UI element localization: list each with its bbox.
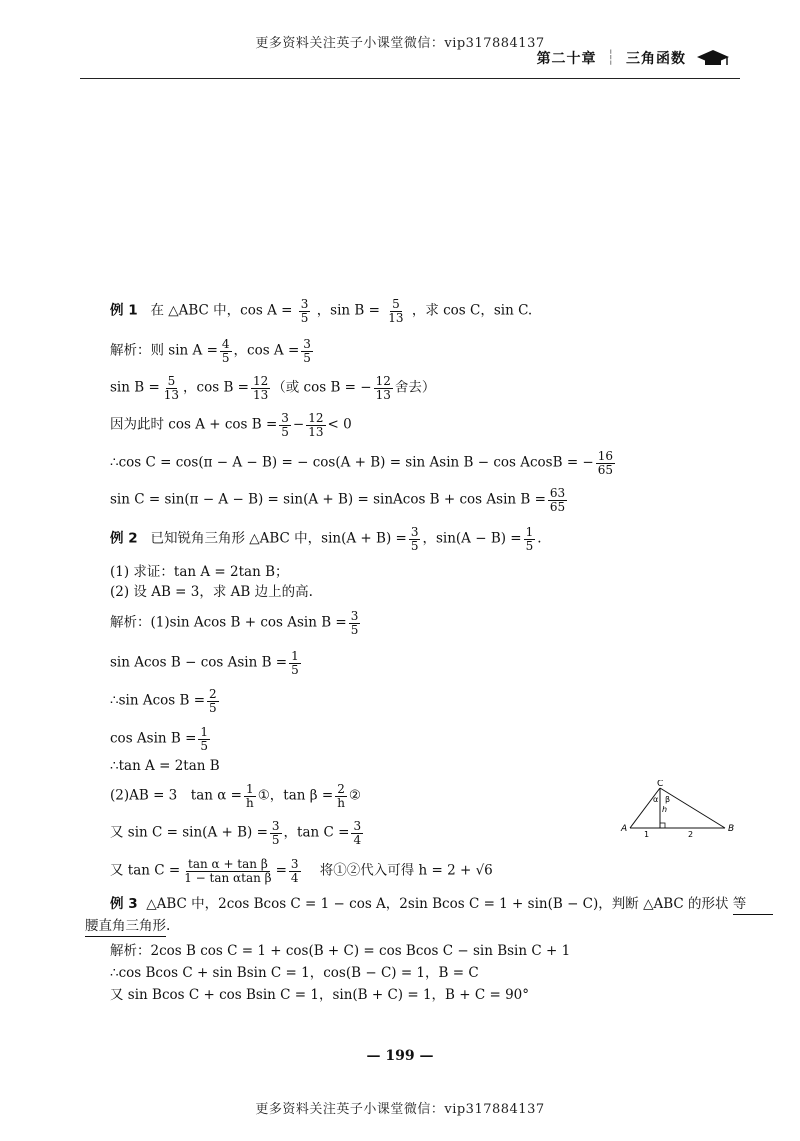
ex2-step2: sin Acos B − cos Asin B = $\frac{1}{5}$ — [110, 649, 299, 677]
page-number: — 199 — — [366, 1048, 434, 1064]
watermark-bottom: 更多资料关注英子小课堂微信：vip317884137 — [255, 1102, 545, 1117]
triangle-figure — [620, 780, 750, 840]
ex1-step3: 因为此时 cos A + cos B = $\frac{3}{5}$ − $\frac{12}{13}$ < 0 — [110, 411, 352, 439]
ex2-label: 例 2 — [110, 530, 138, 547]
header-rule — [80, 78, 740, 79]
ex2-problem: 例 2 已知锐角三角形 △ABC 中，sin(A + B) = $\frac{3}{5}$ ，sin(A − B) = $\frac{1}{5}$ . — [110, 525, 542, 553]
ex3-problem: 例 3 △ABC 中，2cos Bcos C = 1 − cos A，2sin Bcos C = 1 + sin(B − C)，判断 △ABC 的形状 等 — [110, 896, 773, 915]
ex1-step5: sin C = sin(π − A − B) = sin(A + B) = sinAcos B + cos Asin B = $\frac{63}{65}$ — [110, 486, 566, 514]
header-separator: ┆ — [606, 50, 616, 66]
label-A: A — [621, 824, 628, 834]
label-one: 1 — [644, 830, 650, 839]
answer-blank: 腰直角三角形 — [85, 918, 166, 937]
fraction: $\frac{5}{13}$ — [388, 297, 404, 325]
ex2-q2: (2) 设 AB = 3，求 AB 边上的高. — [110, 584, 313, 600]
ex2-step3: ∴sin Acos B = $\frac{2}{5}$ — [110, 687, 217, 715]
label-C: C — [657, 780, 664, 789]
ex1-text: 在 △ABC 中，cos A = — [150, 302, 293, 319]
ex2-step6: (2)AB = 3 tan α = $\frac{1}{h}$ ①，tan β = $\frac{2}{h}$ ② — [110, 782, 362, 810]
ex1-problem — [110, 298, 532, 324]
label-beta: β — [665, 795, 671, 804]
ex2-step8: 又 tan C = $\frac{\text{tan α + tan β}}{\text{1 − tan αtan β}}$ = $\frac{3}{4}$ 将①②代入可得 h = 2 + √6 — [110, 857, 493, 885]
ex3-label: 例 3 — [110, 896, 138, 912]
ex2-step4: cos Asin B = $\frac{1}{5}$ — [110, 725, 209, 753]
label-h: h — [662, 805, 668, 814]
ex3-step2: ∴cos Bcos C + sin Bsin C = 1，cos(B − C) = 1，B = C — [110, 965, 479, 981]
ex1-text: ，求 cos C，sin C. — [411, 302, 533, 319]
ex1-step2: sin B = $\frac{5}{13}$ ，cos B = $\frac{12}{13}$ （或 cos B = − $\frac{12}{13}$ 舍去） — [110, 374, 436, 402]
ex2-step7: 又 sin C = sin(A + B) = $\frac{3}{5}$ ，tan C = $\frac{3}{4}$ — [110, 819, 362, 847]
label-two: 2 — [688, 830, 694, 839]
label-alpha: α — [653, 795, 659, 804]
fraction: $\frac{3}{5}$ — [300, 297, 309, 325]
ex1-text: ，sin B = — [316, 302, 380, 319]
label-B: B — [728, 824, 735, 834]
chapter-title: 三角函数 — [626, 51, 686, 67]
ex3-step1: 解析：2cos B cos C = 1 + cos(B + C) = cos Bcos C − sin Bsin C + 1 — [110, 943, 571, 959]
watermark-top: 更多资料关注英子小课堂微信：vip317884137 — [255, 36, 545, 51]
ex3-answer-cont: 腰直角三角形. — [85, 918, 170, 937]
ex2-step5: ∴tan A = 2tan B — [110, 758, 220, 774]
answer-blank: 等 — [733, 896, 773, 915]
ex2-step1: 解析：(1)sin Acos B + cos Asin B = $\frac{3}{5}$ — [110, 609, 359, 637]
chapter-header — [537, 48, 730, 68]
ex1-step4: ∴cos C = cos(π − A − B) = − cos(A + B) = sin Asin B − cos AcosB = − $\frac{16}{65}$ — [110, 449, 614, 477]
ex3-step3: 又 sin Bcos C + cos Bsin C = 1，sin(B + C) = 1，B + C = 90° — [110, 987, 530, 1003]
ex1-label: 例 1 — [110, 302, 138, 319]
chapter-label: 第二十章 — [536, 51, 597, 67]
ex1-step1: 解析：则 sin A = $\frac{4}{5}$ ，cos A = $\frac{3}{5}$ — [110, 337, 311, 365]
graduation-cap-icon — [696, 49, 730, 67]
ex2-q1: (1) 求证：tan A = 2tan B； — [110, 564, 289, 580]
